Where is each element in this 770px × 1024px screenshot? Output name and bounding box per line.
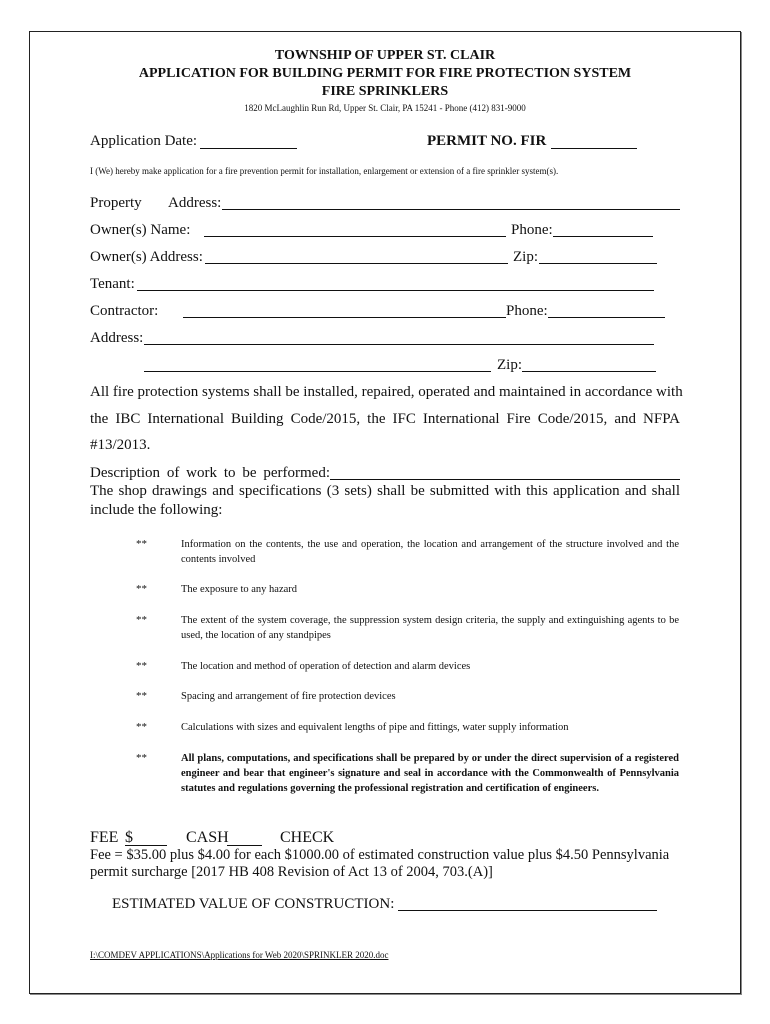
owner-name-field[interactable] bbox=[204, 236, 506, 237]
list-marker: ** bbox=[136, 721, 147, 733]
application-title: APPLICATION FOR BUILDING PERMIT FOR FIRE PROTECTION SYSTEM bbox=[138, 66, 632, 81]
list-marker: ** bbox=[136, 583, 147, 595]
owner-zip-field[interactable] bbox=[539, 263, 657, 264]
list-item: Calculations with sizes and equivalent lengths of pipe and fittings, water supply information bbox=[181, 722, 569, 733]
list-marker: ** bbox=[136, 614, 147, 626]
fee-schedule-text-1: Fee = $35.00 plus $4.00 for each $1000.00 of estimated construction value plus $4.50 Pennsylvania bbox=[90, 847, 670, 863]
application-date-label: Application Date: bbox=[90, 133, 198, 149]
contractor-zip-label: Zip: bbox=[497, 357, 522, 373]
owner-address-label: Owner(s) Address: bbox=[90, 249, 203, 265]
contractor-address-label: Address: bbox=[90, 330, 144, 346]
contractor-field[interactable] bbox=[183, 317, 506, 318]
fee-label: FEE bbox=[90, 829, 119, 846]
owner-phone-field[interactable] bbox=[553, 236, 653, 237]
permit-number-label: PERMIT NO. FIR bbox=[427, 133, 547, 149]
tenant-label: Tenant: bbox=[90, 276, 135, 292]
list-item: Information on the contents, the use and operation, the location and arrangement of the structure involved and the contents involved bbox=[181, 539, 679, 565]
check-label: CHECK bbox=[280, 829, 335, 846]
estimated-value-label: ESTIMATED VALUE OF CONSTRUCTION: bbox=[112, 896, 395, 912]
contractor-address-field-2[interactable] bbox=[144, 371, 491, 372]
property-address-field[interactable] bbox=[222, 209, 680, 210]
cash-field[interactable] bbox=[227, 845, 262, 846]
owner-zip-label: Zip: bbox=[513, 249, 538, 265]
shop-drawings-text-1: The shop drawings and specifications (3 sets) shall be submitted with this application and shall bbox=[90, 483, 680, 499]
file-path-footer: I:\COMDEV APPLICATIONS\Applications for Web 2020\SPRINKLER 2020.doc bbox=[90, 950, 389, 960]
contractor-label: Contractor: bbox=[90, 303, 159, 319]
application-date-field[interactable] bbox=[200, 148, 297, 149]
list-marker: ** bbox=[136, 752, 147, 764]
list-marker: ** bbox=[136, 660, 147, 672]
list-item: Spacing and arrangement of fire protection devices bbox=[181, 691, 396, 702]
work-description-field[interactable] bbox=[330, 479, 680, 480]
fee-dollar-sign: $ bbox=[125, 829, 133, 846]
list-item: The exposure to any hazard bbox=[181, 584, 298, 595]
list-item: The location and method of operation of detection and alarm devices bbox=[181, 661, 471, 672]
contractor-address-field[interactable] bbox=[144, 344, 654, 345]
compliance-text-3: #13/2013. bbox=[90, 437, 151, 453]
list-marker: ** bbox=[136, 538, 147, 550]
contractor-phone-label: Phone: bbox=[506, 303, 548, 319]
compliance-text-2: the IBC International Building Code/2015, the IFC International Fire Code/2015, and NFPA bbox=[90, 411, 680, 427]
contractor-phone-field[interactable] bbox=[548, 317, 665, 318]
form-subtitle: FIRE SPRINKLERS bbox=[321, 84, 449, 99]
property-address-label: Address: bbox=[168, 195, 222, 211]
property-label: Property bbox=[90, 195, 142, 211]
fee-schedule-text-2: permit surcharge [2017 HB 408 Revision of Act 13 of 2004, 703.(A)] bbox=[90, 864, 493, 880]
work-description-label: Description of work to be performed: bbox=[90, 465, 330, 481]
estimated-value-field[interactable] bbox=[398, 910, 657, 911]
township-title: TOWNSHIP OF UPPER ST. CLAIR bbox=[274, 48, 496, 63]
owner-phone-label: Phone: bbox=[511, 222, 553, 238]
list-marker: ** bbox=[136, 690, 147, 702]
owner-address-field[interactable] bbox=[205, 263, 508, 264]
list-item: All plans, computations, and specifications shall be prepared by or under the direct supervision of a registered engineer and bear that engineer's signature and seal in accordance with the Commonwealth of Pennsylvania statutes and regulations governing the professional registration and certification of engineers. bbox=[181, 753, 679, 794]
compliance-text-1: All fire protection systems shall be installed, repaired, operated and maintained in accordance with bbox=[90, 384, 683, 400]
contractor-zip-field[interactable] bbox=[522, 371, 656, 372]
fee-amount-field[interactable] bbox=[125, 845, 167, 846]
owner-name-label: Owner(s) Name: bbox=[90, 222, 191, 238]
tenant-field[interactable] bbox=[137, 290, 654, 291]
shop-drawings-text-2: include the following: bbox=[90, 502, 223, 518]
township-address: 1820 McLaughlin Run Rd, Upper St. Clair, PA 15241 - Phone (412) 831-9000 bbox=[244, 103, 526, 113]
cash-label: CASH bbox=[186, 829, 229, 846]
application-statement: I (We) hereby make application for a fire prevention permit for installation, enlargement or extension of a fire sprinkler system(s). bbox=[90, 166, 559, 176]
permit-number-field[interactable] bbox=[551, 148, 637, 149]
list-item: The extent of the system coverage, the suppression system design criteria, the supply and extinguishing agents to be used, the location of any standpipes bbox=[181, 615, 679, 641]
